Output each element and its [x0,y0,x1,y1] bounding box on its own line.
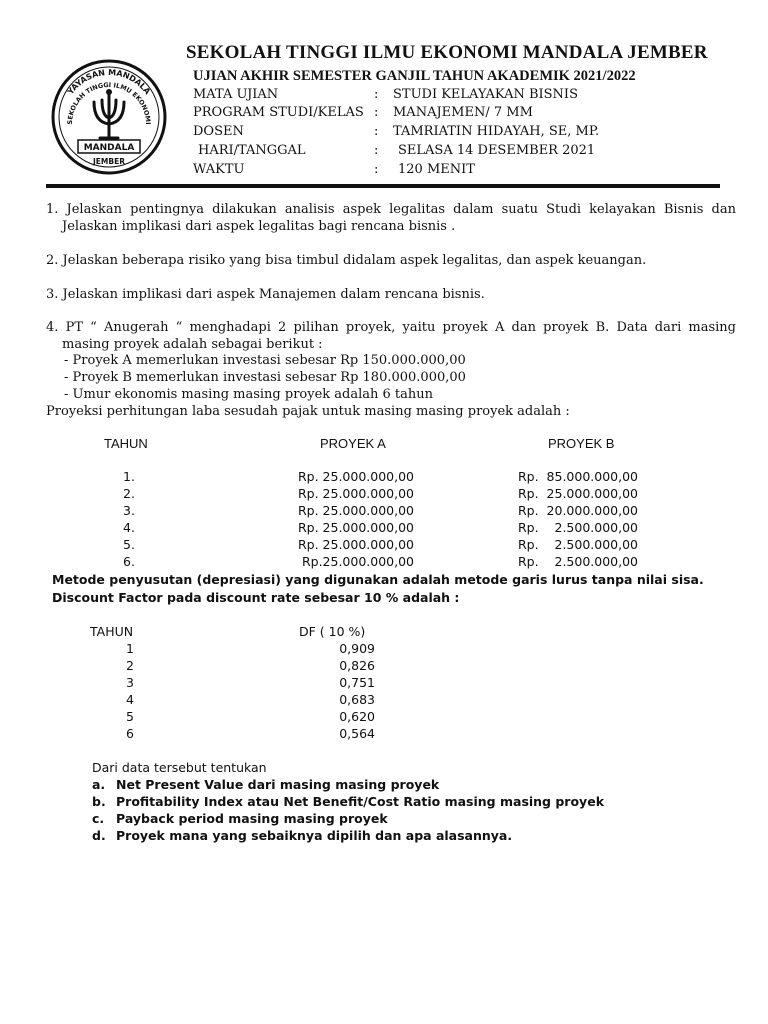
df-year: 6 [126,726,134,741]
logo-city: JEMBER [93,157,125,166]
logo-ring-mid: SEKOLAH TINGGI ILMU EKONOMI [65,80,153,125]
field-value-time: 120 MENIT [398,162,475,177]
logo-ring-top: YAYASAN MANDALA [65,67,153,97]
profit-header-year: TAHUN [104,436,148,451]
profit-year: 4. [123,520,135,535]
df-value: 0,683 [339,692,375,707]
question-4-projection: Proyeksi perhitungan laba sesudah pajak untuk masing masing proyek adalah : [46,404,570,419]
question-3: 3. Jelaskan implikasi dari aspek Manajemen dalam rencana bisnis. [46,287,485,302]
profit-b-prefix: Rp. [518,503,539,518]
profit-a: Rp.25.000.000,00 [301,554,414,569]
df-header-df: DF ( 10 %) [299,624,366,639]
task-text: Proyek mana yang sebaiknya dipilih dan apa alasannya. [116,828,513,843]
question-4-intro: 4. PT “ Anugerah “ menghadapi 2 pilihan proyek, yaitu proyek A dan proyek B. Data dari masing masing proyek adalah sebagai berikut : [46,320,736,352]
field-label-subject: MATA UJIAN [193,87,279,102]
mandala-seal-icon [50,58,168,176]
df-value: 0,564 [339,726,375,741]
profit-b-prefix: Rp. [518,469,539,484]
logo-name: MANDALA [83,143,135,153]
profit-a: Rp. 25.000.000,00 [297,469,414,484]
profit-b-prefix: Rp. [518,537,539,552]
profit-b: 2.500.000,00 [554,520,638,535]
df-value: 0,751 [339,675,375,690]
field-value-date: SELASA 14 DESEMBER 2021 [398,143,596,158]
df-year: 1 [126,641,134,656]
profit-b: 2.500.000,00 [554,554,638,569]
df-header-year: TAHUN [90,624,134,639]
profit-year: 1. [123,469,135,484]
profit-year: 5. [123,537,135,552]
field-label-program: PROGRAM STUDI/KELAS [193,105,364,120]
question-1: 1. Jelaskan pentingnya dilakukan analisis aspek legalitas dalam suatu Studi kelayakan Bisnis dan Jelaskan implikasi dari aspek legalitas bagi rencana bisnis . [46,202,736,234]
profit-b: 2.500.000,00 [554,537,638,552]
profit-b-prefix: Rp. [518,520,539,535]
profit-b: 85.000.000,00 [546,469,638,484]
profit-b-prefix: Rp. [518,554,539,569]
profit-header-a: PROYEK A [320,436,386,451]
df-year: 4 [126,692,134,707]
field-value-lecturer: TAMRIATIN HIDAYAH, SE, MP. [393,124,600,139]
field-value-program: MANAJEMEN/ 7 MM [393,105,533,120]
school-name: SEKOLAH TINGGI ILMU EKONOMI MANDALA JEMBER [186,42,708,63]
field-value-subject: STUDI KELAYAKAN BISNIS [393,87,578,102]
field-label-date: HARI/TANGGAL [198,143,306,158]
profit-b: 20.000.000,00 [546,503,638,518]
df-value: 0,909 [339,641,375,656]
header-divider [46,184,720,188]
df-value: 0,826 [339,658,375,673]
tasks-intro: Dari data tersebut tentukan [92,760,267,775]
task-letter: d. [92,828,106,843]
field-colon: : [374,143,379,158]
field-colon: : [374,87,379,102]
profit-a: Rp. 25.000.000,00 [297,503,414,518]
task-letter: a. [92,777,106,792]
df-year: 3 [126,675,134,690]
profit-year: 6. [123,554,135,569]
question-2: 2. Jelaskan beberapa risiko yang bisa timbul didalam aspek legalitas, dan aspek keuangan. [46,253,647,268]
field-colon: : [374,105,379,120]
depreciation-note: Metode penyusutan (depresiasi) yang digunakan adalah metode garis lurus tanpa nilai sisa. [52,572,704,587]
profit-a: Rp. 25.000.000,00 [297,486,414,501]
task-text: Payback period masing masing proyek [116,811,388,826]
discount-note: Discount Factor pada discount rate sebesar 10 % adalah : [52,590,460,605]
profit-a: Rp. 25.000.000,00 [297,520,414,535]
question-4-item: - Umur ekonomis masing masing proyek adalah 6 tahun [64,387,434,402]
df-year: 2 [126,658,134,673]
profit-b: 25.000.000,00 [546,486,638,501]
field-colon: : [374,124,379,139]
task-letter: b. [92,794,106,809]
profit-year: 3. [123,503,135,518]
task-text: Net Present Value dari masing masing proyek [116,777,440,792]
question-4-item: - Proyek B memerlukan investasi sebesar Rp 180.000.000,00 [64,370,466,385]
df-year: 5 [126,709,134,724]
task-text: Profitability Index atau Net Benefit/Cost Ratio masing masing proyek [116,794,605,809]
field-colon: : [374,162,379,177]
profit-header-b: PROYEK B [548,436,615,451]
exam-title: UJIAN AKHIR SEMESTER GANJIL TAHUN AKADEMIK 2021/2022 [193,68,636,84]
df-value: 0,620 [339,709,375,724]
profit-year: 2. [123,486,135,501]
field-label-time: WAKTU [193,162,245,177]
school-logo [50,58,168,176]
field-label-lecturer: DOSEN [193,124,244,139]
profit-b-prefix: Rp. [518,486,539,501]
question-4-item: - Proyek A memerlukan investasi sebesar Rp 150.000.000,00 [64,353,466,368]
profit-a: Rp. 25.000.000,00 [297,537,414,552]
task-letter: c. [92,811,105,826]
